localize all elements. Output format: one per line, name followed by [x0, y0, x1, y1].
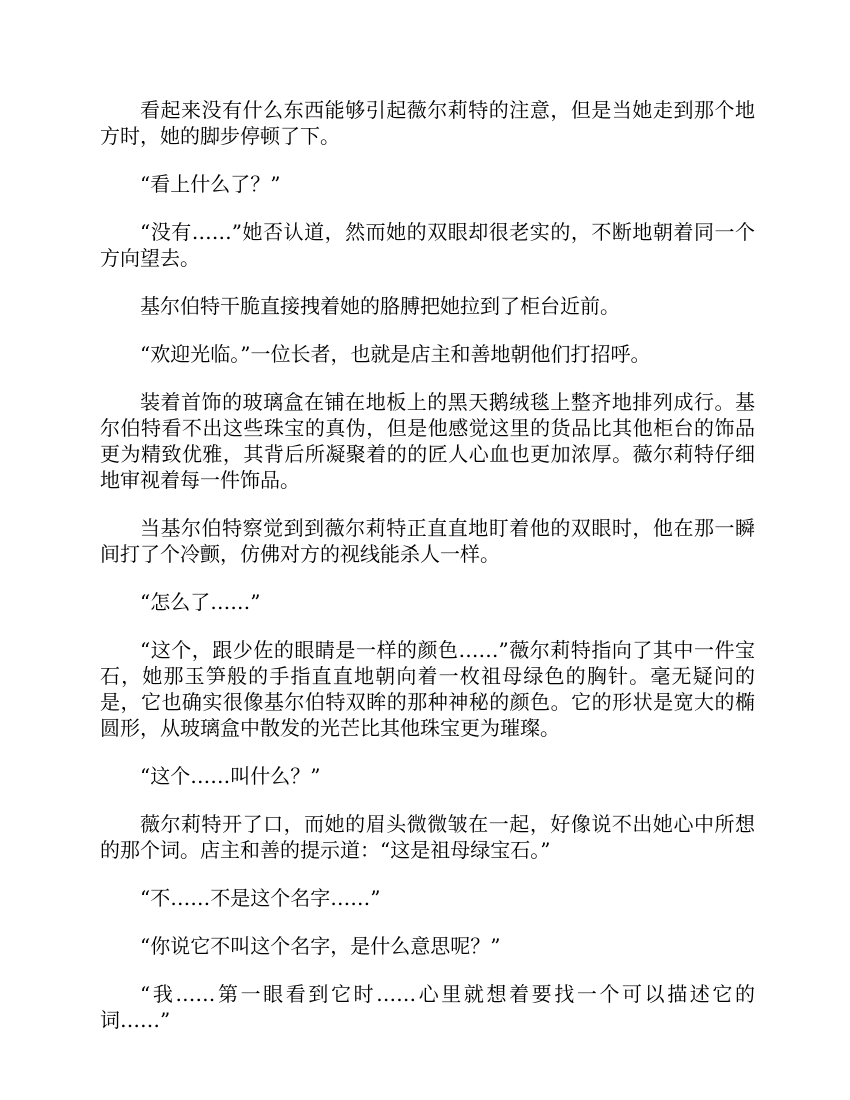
- paragraph: “这个……叫什么？”: [140, 764, 321, 788]
- paragraph: 装着首饰的玻璃盒在铺在地板上的黑天鹅绒毯上整齐地排列成行。基尔伯特看不出这些珠宝的真伪，但是他感觉这里的货品比其他柜台的饰品更为精致优雅，其背后所凝聚着的的匠人心血也更加浓厚。薇尔莉特仔细地审视着每一件饰品。: [100, 390, 755, 492]
- paragraph: “看上什么了？”: [140, 172, 281, 196]
- paragraph: “没有……”她否认道，然而她的双眼却很老实的，不断地朝着同一个方向望去。: [100, 220, 755, 270]
- paragraph: “你说它不叫这个名字，是什么意思呢？”: [140, 934, 501, 958]
- paragraph: “我……第一眼看到它时……心里就想着要找一个可以描述它的词……”: [100, 982, 755, 1032]
- paragraph: “这个，跟少佐的眼睛是一样的颜色……”薇尔莉特指向了其中一件宝石，她那玉笋般的手指直直地朝向着一枚祖母绿色的胸针。毫无疑问的是，它也确实很像基尔伯特双眸的那种神秘的颜色。它的形状是宽大的椭圆形，从玻璃盒中散发的光芒比其他珠宝更为璀璨。: [100, 638, 755, 740]
- paragraph: “欢迎光临。”一位长者，也就是店主和善地朝他们打招呼。: [140, 342, 651, 366]
- paragraph: 看起来没有什么东西能够引起薇尔莉特的注意，但是当她走到那个地方时，她的脚步停顿了下。: [100, 98, 755, 148]
- paragraph: “不……不是这个名字……”: [140, 886, 381, 910]
- paragraph: 薇尔莉特开了口，而她的眉头微微皱在一起，好像说不出她心中所想的那个词。店主和善的提示道：“这是祖母绿宝石。”: [100, 812, 755, 862]
- document-body: [100, 97, 755, 1033]
- paragraph: 基尔伯特干脆直接拽着她的胳膊把她拉到了柜台近前。: [140, 294, 620, 318]
- paragraph: 当基尔伯特察觉到到薇尔莉特正直直地盯着他的双眼时，他在那一瞬间打了个冷颤，仿佛对方的视线能杀人一样。: [100, 516, 755, 566]
- paragraph: “怎么了……”: [140, 590, 261, 614]
